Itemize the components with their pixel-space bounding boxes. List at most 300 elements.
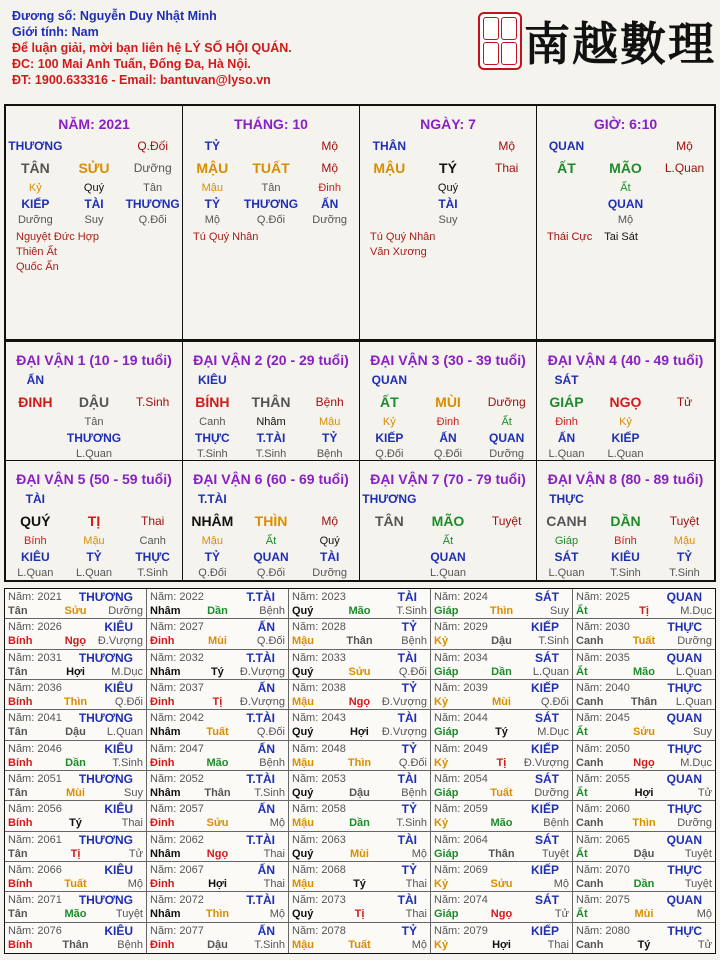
year-body [434, 725, 569, 739]
year-header [434, 833, 569, 847]
year-body [434, 907, 569, 921]
year-body [434, 634, 569, 648]
year-body [8, 665, 143, 679]
year-ten-god: THƯƠNG [78, 711, 133, 726]
star-label: Quốc Ấn [16, 261, 59, 273]
year-ten-god: TÀI [397, 590, 417, 604]
hidden-god-row [6, 430, 182, 446]
hidden-god-row-value: THỰC [135, 550, 170, 564]
star-label: Văn Xương [370, 246, 427, 258]
year-ten-god: SÁT [535, 832, 559, 847]
special-stars [547, 230, 707, 245]
hidden-stem-row-value: Bính [24, 535, 47, 547]
year-stem: Đinh [150, 756, 175, 769]
year-ten-god: ẤN [257, 802, 275, 817]
year-cell [5, 862, 147, 892]
year-stem: Quý [292, 847, 314, 860]
stem-branch-row [360, 158, 536, 178]
year-header [576, 924, 712, 938]
year-stage: Bệnh [401, 787, 427, 799]
year-stem: Bính [8, 878, 33, 890]
hidden-stem-row-value [6, 414, 65, 430]
year-branch: Hợi [66, 665, 85, 678]
year-branch: Thìn [489, 605, 514, 617]
stem-branch-row-value: Tử [676, 395, 693, 409]
contact-line: Để luận giải, mời bạn liên hệ LÝ SỐ HỘI QUÁN. [12, 41, 292, 55]
year-ten-god: T.TÀI [246, 772, 275, 786]
life-stage-row-value: T.Sinh [255, 448, 287, 460]
year-header [576, 681, 712, 695]
hidden-god-row-value: TỶ [321, 431, 338, 445]
year-stem: Mậu [292, 938, 314, 951]
year-branch: Tuất [206, 726, 229, 739]
hidden-stem-row [6, 533, 182, 549]
year-stage: Mộ [411, 847, 427, 860]
year-body [8, 756, 143, 770]
star-label: Thái Cực [547, 231, 593, 243]
year-body [576, 877, 712, 891]
year-header [150, 620, 285, 634]
hidden-god-row-value [360, 549, 419, 565]
hidden-god-row-value [123, 430, 182, 446]
year-cell [147, 589, 289, 619]
year-stage: T.Sinh [538, 635, 569, 648]
hidden-god-row-value: THƯƠNG [243, 197, 299, 211]
year-cell [147, 862, 289, 892]
year-branch: Dậu [349, 787, 370, 799]
year-body [292, 907, 427, 921]
year-stage: M.Dục [680, 756, 712, 769]
life-stage-row-value [6, 446, 65, 461]
cell-title: ĐẠI VẬN 4 (40 - 49 tuổi) [547, 352, 704, 368]
hidden-stem-row-value: Ất [442, 535, 454, 547]
year-header [150, 711, 285, 725]
year-cell [573, 710, 715, 740]
hidden-stem-row [537, 533, 714, 549]
year-branch: Ngọ [633, 756, 655, 769]
year-stem: Canh [576, 696, 604, 708]
year-stem: Bính [8, 817, 33, 830]
year-cell [289, 589, 431, 619]
life-stage-row-value: L.Quan [75, 448, 113, 460]
hidden-god-row-value [537, 196, 596, 212]
year-body [576, 665, 712, 679]
stem-branch-row-value: QUÝ [20, 513, 51, 529]
year-cell [431, 619, 573, 649]
stem-branch-row-value: Dưỡng [133, 161, 172, 175]
ten-god-row-value [242, 491, 301, 507]
hidden-god-row-value [6, 430, 65, 446]
ten-god-row [537, 138, 714, 154]
year-cell [5, 771, 147, 801]
year-cell [5, 680, 147, 710]
hidden-stem-row-value: Ất [620, 182, 631, 194]
life-stage-row [537, 446, 714, 461]
stem-branch-row [183, 392, 359, 412]
year-branch: Tị [70, 847, 81, 860]
year-header [292, 651, 427, 665]
year-stage: L.Quan [532, 665, 569, 678]
year-header [576, 590, 712, 604]
year-label: Năm: 2073 [292, 894, 346, 907]
stem-branch-row-value: ẤT [557, 160, 576, 176]
life-stage-row-value [123, 446, 182, 461]
hidden-stem-row [360, 533, 536, 549]
stem-branch-row-value: ĐINH [18, 394, 53, 410]
year-stem: Tân [8, 726, 28, 739]
hidden-god-row-value: TÀI [438, 197, 458, 211]
year-body [292, 816, 427, 830]
year-body [434, 938, 569, 952]
hidden-god-row [6, 196, 182, 212]
year-label: Năm: 2049 [434, 742, 488, 755]
year-cell [431, 741, 573, 771]
year-label: Năm: 2068 [292, 864, 346, 876]
year-label: Năm: 2062 [150, 833, 204, 846]
life-stage-row-value: Dưỡng [312, 567, 348, 579]
year-label: Năm: 2055 [576, 773, 630, 785]
ten-god-row-value: Q.Đối [137, 139, 168, 153]
hidden-stem-row-value: Canh [199, 416, 226, 428]
year-cell [147, 680, 289, 710]
hidden-stem-row-value: Kỷ [382, 416, 396, 428]
year-stage: Q.Đối [256, 635, 285, 648]
year-stem: Tân [8, 665, 28, 678]
ten-god-row-value: THỰC [549, 492, 584, 506]
hidden-stem-row-value [537, 180, 596, 196]
year-label: Năm: 2038 [292, 682, 346, 694]
hidden-stem-row [6, 180, 182, 196]
stem-branch-row-value: ẤT [379, 394, 399, 410]
hidden-stem-row-value: Đinh [555, 416, 578, 428]
year-stem: Ất [576, 665, 588, 678]
year-branch: Thân [204, 787, 231, 799]
year-stem: Đinh [150, 817, 175, 830]
dai-van-cell [183, 461, 360, 580]
year-stage: Tử [554, 908, 569, 921]
year-ten-god: KIÊU [104, 863, 133, 877]
year-branch: Mùi [634, 908, 654, 921]
year-body [150, 725, 285, 739]
year-ten-god: TỶ [401, 681, 417, 695]
life-stage-row-value: Dưỡng [312, 214, 348, 226]
year-stem: Giáp [434, 605, 459, 617]
year-ten-god: KIẾP [530, 863, 559, 877]
year-header [8, 620, 143, 634]
hidden-god-row-value: THƯƠNG [66, 431, 122, 445]
star-label: Thiên Ất [16, 246, 57, 258]
year-branch: Mão [632, 665, 655, 678]
hidden-god-row-value: KIẾP [611, 431, 640, 445]
ten-god-row-value: QUAN [371, 373, 407, 387]
year-branch: Ngọ [206, 847, 229, 860]
year-body [434, 786, 569, 800]
year-header [150, 681, 285, 695]
year-stage: T.Sinh [254, 787, 285, 799]
ten-god-row [6, 138, 182, 154]
year-body [150, 907, 285, 921]
life-stage-row [183, 446, 359, 461]
year-ten-god: KIẾP [530, 741, 559, 756]
year-body [576, 847, 712, 861]
year-label: Năm: 2064 [434, 833, 488, 846]
year-body [150, 604, 285, 618]
year-cell [147, 771, 289, 801]
year-header [150, 772, 285, 786]
hidden-god-row-value: QUAN [430, 550, 466, 564]
year-cell [147, 710, 289, 740]
year-cell [431, 862, 573, 892]
year-body [576, 634, 712, 648]
year-stem: Giáp [434, 787, 459, 799]
year-branch: Tý [495, 726, 508, 739]
stem-branch-row-value: CANH [546, 513, 587, 529]
year-stage: Mộ [411, 938, 427, 951]
life-stage-row [183, 565, 359, 580]
year-stage: L.Quan [675, 696, 712, 708]
ten-god-row-value: KIÊU [197, 373, 227, 387]
year-body [434, 756, 569, 770]
phone-email-line: ĐT: 1900.633316 - Email: bantuvan@lyso.vn [12, 73, 271, 87]
year-header [292, 924, 427, 938]
ten-god-row-value [123, 491, 182, 507]
year-body [576, 695, 712, 709]
ten-god-row-value [65, 491, 124, 507]
year-header [292, 711, 427, 725]
life-stage-row [6, 565, 182, 580]
life-stage-row-value: Q.Đối [256, 214, 286, 226]
year-label: Năm: 2032 [150, 651, 204, 664]
year-stage: Bệnh [259, 756, 285, 769]
ten-god-row-value [242, 372, 301, 388]
hidden-stem-row-value [123, 414, 182, 430]
year-stem: Mậu [292, 696, 314, 708]
year-ten-god: TỶ [401, 923, 417, 938]
cell-title: ĐẠI VẬN 1 (10 - 19 tuổi) [16, 352, 172, 368]
year-ten-god: T.TÀI [246, 893, 275, 908]
year-ten-god: ẤN [257, 620, 275, 635]
cell-title: ĐẠI VẬN 5 (50 - 59 tuổi) [16, 471, 172, 487]
year-cell [289, 650, 431, 680]
year-label: Năm: 2042 [150, 712, 204, 725]
year-stem: Bính [8, 635, 33, 648]
year-stem: Giáp [434, 665, 459, 678]
year-ten-god: KIẾP [530, 620, 559, 635]
hidden-god-row [537, 430, 714, 446]
life-stage-row-value: Mộ [617, 214, 634, 226]
stem-branch-row-value: Thai [494, 161, 519, 175]
hidden-god-row-value [360, 196, 419, 212]
year-header [150, 590, 285, 604]
year-ten-god: ẤN [257, 741, 275, 756]
year-ten-god: TÀI [397, 711, 417, 726]
year-stage: Q.Đối [398, 756, 427, 769]
ten-god-row-value: Mộ [321, 139, 338, 153]
stem-branch-row [360, 511, 536, 531]
hidden-stem-row-value: Mậu [318, 416, 341, 428]
year-header [8, 833, 143, 847]
year-branch: Ngọ [490, 908, 513, 921]
year-stage: Bệnh [401, 635, 427, 648]
dai-van-cell [360, 342, 537, 461]
year-label: Năm: 2040 [576, 682, 630, 694]
stem-branch-row-value: TỊ [87, 513, 101, 529]
stem-branch-row-value: Bệnh [315, 395, 344, 409]
hidden-god-row-value [655, 196, 714, 212]
year-stem: Mậu [292, 817, 314, 830]
year-label: Năm: 2067 [150, 864, 204, 876]
life-stage-row-value: L.Quan [17, 567, 54, 579]
year-stage: Dưỡng [677, 817, 712, 830]
year-label: Năm: 2046 [8, 742, 62, 755]
year-header [150, 863, 285, 877]
year-stem: Đinh [150, 878, 175, 890]
stem-branch-row-value: MẬU [373, 160, 406, 176]
ten-god-row-value [477, 372, 536, 388]
life-stage-row [6, 446, 182, 461]
cell-title: NGÀY: 7 [420, 116, 476, 132]
year-stem: Quý [292, 787, 314, 799]
year-ten-god: SÁT [535, 893, 559, 908]
year-label: Năm: 2060 [576, 803, 630, 816]
year-body [576, 786, 712, 800]
year-branch: Tị [496, 756, 507, 769]
year-body [292, 695, 427, 709]
year-label: Năm: 2056 [8, 803, 62, 816]
ten-god-row [537, 372, 714, 388]
hidden-stem-row-value: Đinh [436, 416, 460, 428]
year-branch: Hợi [634, 787, 654, 799]
hidden-stem-row-value: Bính [614, 535, 637, 547]
year-ten-god: ẤN [257, 681, 275, 695]
year-branch: Dần [491, 665, 512, 678]
year-body [292, 786, 427, 800]
year-stage: Suy [550, 605, 569, 617]
year-stage: Suy [693, 726, 712, 739]
hidden-stem-row-value: Ất [501, 416, 512, 428]
year-header [434, 742, 569, 756]
year-branch: Dần [633, 878, 655, 890]
year-stage: Đ.Vượng [239, 696, 285, 708]
year-stage: Mộ [127, 878, 143, 890]
year-stem: Ất [576, 726, 588, 739]
life-stage-row-value: Suy [84, 214, 104, 226]
year-cell [5, 589, 147, 619]
year-cell [573, 589, 715, 619]
year-stage: Suy [124, 787, 143, 799]
year-cell [431, 650, 573, 680]
stem-branch-row-value: TÂN [20, 160, 50, 176]
seal-icon [478, 12, 522, 70]
year-label: Năm: 2029 [434, 621, 488, 634]
year-body [576, 907, 712, 921]
year-body [292, 756, 427, 770]
ten-god-row-value [242, 138, 301, 154]
year-cell [5, 741, 147, 771]
year-body [576, 756, 712, 770]
year-label: Năm: 2077 [150, 924, 204, 937]
year-stage: Bệnh [117, 938, 143, 951]
year-stage: Mộ [269, 908, 285, 921]
year-header [576, 833, 712, 847]
year-branch: Mùi [492, 696, 511, 708]
hidden-god-row-value: ẤN [439, 431, 457, 445]
year-cell [573, 741, 715, 771]
year-branch: Sửu [206, 817, 229, 830]
year-label: Năm: 2021 [8, 591, 62, 603]
year-ten-god: THƯƠNG [78, 650, 133, 665]
life-stage-row [537, 212, 714, 228]
year-body [8, 847, 143, 861]
year-ten-god: TÀI [397, 893, 417, 908]
year-body [150, 786, 285, 800]
star-label: Nguyệt Đức Hợp [16, 231, 100, 243]
year-label: Năm: 2035 [576, 651, 630, 664]
year-ten-god: KIÊU [104, 681, 133, 695]
year-ten-god: THỰC [667, 923, 702, 938]
year-stem: Canh [576, 817, 604, 830]
year-label: Năm: 2044 [434, 712, 488, 725]
hidden-god-row-value: QUAN [488, 431, 525, 445]
hidden-god-row-value: SÁT [554, 550, 579, 564]
life-stage-row-value: Q.Đối [433, 448, 463, 460]
year-body [576, 816, 712, 830]
year-stem: Bính [8, 696, 33, 708]
ten-god-row [183, 138, 359, 154]
year-header [292, 802, 427, 816]
special-stars [16, 230, 176, 275]
hidden-stem-row [360, 180, 536, 196]
hidden-stem-row [360, 414, 536, 430]
year-stage: T.Sinh [112, 756, 143, 769]
year-stem: Quý [292, 908, 314, 921]
year-branch: Dần [349, 817, 370, 830]
year-label: Năm: 2061 [8, 833, 62, 846]
ten-god-row-value [596, 372, 655, 388]
cell-title: THÁNG: 10 [234, 116, 308, 132]
ten-god-row-value: TỶ [204, 139, 220, 153]
hidden-stem-row-value: Tân [84, 416, 104, 428]
year-cell [573, 801, 715, 831]
hidden-god-row-value: KIẾP [375, 431, 404, 445]
life-stage-row-value: L.Quan [548, 448, 585, 460]
year-body [576, 725, 712, 739]
year-stage: Bệnh [543, 817, 569, 830]
year-body [292, 847, 427, 861]
hidden-stem-row-value: Ất [265, 535, 277, 547]
year-ten-god: TÀI [397, 650, 417, 665]
year-header [292, 590, 427, 604]
year-cell [431, 710, 573, 740]
year-body [150, 756, 285, 770]
life-stage-row-value: Dưỡng [17, 214, 53, 226]
year-stem: Ất [576, 605, 588, 617]
year-cell [147, 801, 289, 831]
year-body [434, 665, 569, 679]
year-body [150, 938, 285, 952]
year-stage: Đ.Vượng [381, 726, 427, 739]
year-ten-god: T.TÀI [246, 650, 275, 665]
year-branch: Dậu [65, 726, 86, 739]
year-label: Năm: 2058 [292, 803, 346, 816]
year-stage: Dưỡng [534, 787, 569, 799]
year-cell [573, 650, 715, 680]
hidden-god-row-value: TÀI [84, 197, 104, 211]
year-label: Năm: 2031 [8, 651, 62, 664]
ten-god-row-value: THƯƠNG [8, 139, 63, 153]
year-ten-god: QUAN [666, 772, 702, 786]
stem-branch-row-value: Mộ [321, 514, 338, 528]
